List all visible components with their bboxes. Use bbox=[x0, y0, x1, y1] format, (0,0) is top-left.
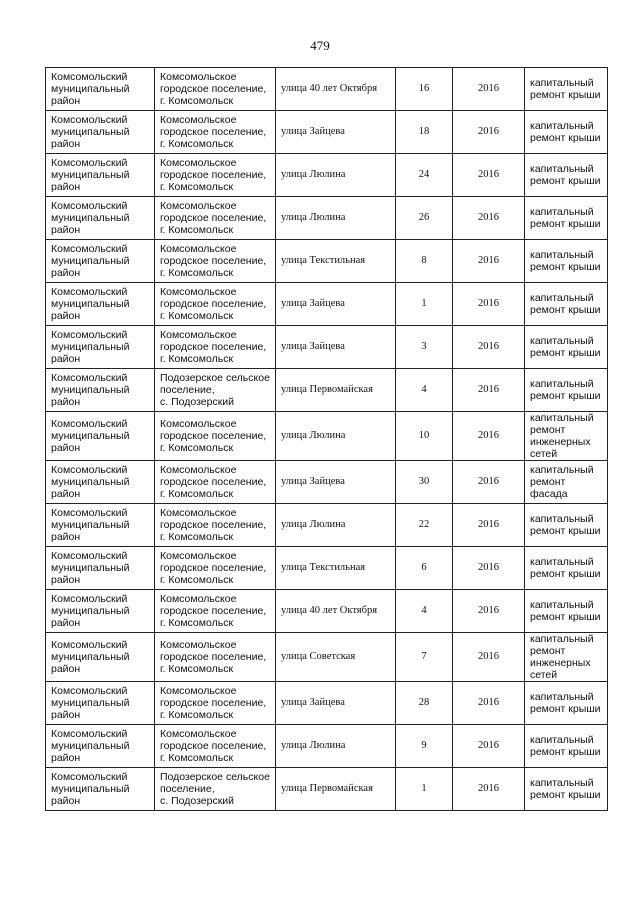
year-cell: 2016 bbox=[453, 326, 525, 369]
district-cell: Комсомольский муниципальный район bbox=[46, 547, 155, 590]
work-type-cell: капитальный ремонт крыши bbox=[525, 590, 608, 633]
house-number-cell: 1 bbox=[396, 768, 453, 811]
district-cell: Комсомольский муниципальный район bbox=[46, 326, 155, 369]
street-cell: улица Текстильная bbox=[276, 547, 396, 590]
house-number-cell: 4 bbox=[396, 369, 453, 412]
table-row bbox=[46, 633, 608, 682]
house-number-cell: 22 bbox=[396, 504, 453, 547]
work-type-cell: капитальный ремонт крыши bbox=[525, 154, 608, 197]
settlement-cell: Комсомольское городское поселение, г. Комсомольск bbox=[155, 111, 276, 154]
table-row bbox=[46, 111, 608, 154]
work-type-cell: капитальный ремонт крыши bbox=[525, 111, 608, 154]
year-cell: 2016 bbox=[453, 504, 525, 547]
year-cell: 2016 bbox=[453, 68, 525, 111]
settlement-cell: Комсомольское городское поселение, г. Комсомольск bbox=[155, 633, 276, 682]
settlement-cell: Комсомольское городское поселение, г. Комсомольск bbox=[155, 68, 276, 111]
year-cell: 2016 bbox=[453, 547, 525, 590]
year-cell: 2016 bbox=[453, 633, 525, 682]
work-type-cell: капитальный ремонт крыши bbox=[525, 197, 608, 240]
year-cell: 2016 bbox=[453, 412, 525, 461]
street-cell: улица Зайцева bbox=[276, 461, 396, 504]
settlement-cell: Подозерское сельское поселение, с. Подозерский bbox=[155, 768, 276, 811]
district-cell: Комсомольский муниципальный район bbox=[46, 111, 155, 154]
street-cell: улица Советская bbox=[276, 633, 396, 682]
street-cell: улица Люлина bbox=[276, 197, 396, 240]
settlement-cell: Комсомольское городское поселение, г. Комсомольск bbox=[155, 283, 276, 326]
street-cell: улица Текстильная bbox=[276, 240, 396, 283]
district-cell: Комсомольский муниципальный район bbox=[46, 682, 155, 725]
house-number-cell: 9 bbox=[396, 725, 453, 768]
district-cell: Комсомольский муниципальный район bbox=[46, 590, 155, 633]
district-cell: Комсомольский муниципальный район bbox=[46, 240, 155, 283]
table-row bbox=[46, 504, 608, 547]
table-row bbox=[46, 725, 608, 768]
house-number-cell: 18 bbox=[396, 111, 453, 154]
table-row bbox=[46, 154, 608, 197]
settlement-cell: Комсомольское городское поселение, г. Комсомольск bbox=[155, 240, 276, 283]
work-type-cell: капитальный ремонт крыши bbox=[525, 504, 608, 547]
table-row bbox=[46, 547, 608, 590]
work-type-cell: капитальный ремонт крыши bbox=[525, 369, 608, 412]
year-cell: 2016 bbox=[453, 111, 525, 154]
year-cell: 2016 bbox=[453, 240, 525, 283]
house-number-cell: 8 bbox=[396, 240, 453, 283]
street-cell: улица Первомайская bbox=[276, 768, 396, 811]
street-cell: улица Люлина bbox=[276, 154, 396, 197]
settlement-cell: Комсомольское городское поселение, г. Комсомольск bbox=[155, 461, 276, 504]
settlement-cell: Комсомольское городское поселение, г. Комсомольск bbox=[155, 682, 276, 725]
work-type-cell: капитальный ремонт крыши bbox=[525, 768, 608, 811]
street-cell: улица 40 лет Октября bbox=[276, 68, 396, 111]
work-type-cell: капитальный ремонт крыши bbox=[525, 547, 608, 590]
street-cell: улица Первомайская bbox=[276, 369, 396, 412]
street-cell: улица Зайцева bbox=[276, 326, 396, 369]
table-row bbox=[46, 590, 608, 633]
page-number: 479 bbox=[310, 38, 330, 53]
table-row bbox=[46, 412, 608, 461]
year-cell: 2016 bbox=[453, 590, 525, 633]
work-type-cell: капитальный ремонт крыши bbox=[525, 326, 608, 369]
table-row bbox=[46, 197, 608, 240]
settlement-cell: Комсомольское городское поселение, г. Комсомольск bbox=[155, 412, 276, 461]
street-cell: улица Зайцева bbox=[276, 682, 396, 725]
settlement-cell: Комсомольское городское поселение, г. Комсомольск bbox=[155, 154, 276, 197]
house-number-cell: 3 bbox=[396, 326, 453, 369]
year-cell: 2016 bbox=[453, 369, 525, 412]
table-row bbox=[46, 461, 608, 504]
house-number-cell: 16 bbox=[396, 68, 453, 111]
district-cell: Комсомольский муниципальный район bbox=[46, 768, 155, 811]
house-number-cell: 10 bbox=[396, 412, 453, 461]
table-row bbox=[46, 283, 608, 326]
district-cell: Комсомольский муниципальный район bbox=[46, 283, 155, 326]
table-row bbox=[46, 682, 608, 725]
table-row bbox=[46, 369, 608, 412]
table-row bbox=[46, 68, 608, 111]
settlement-cell: Комсомольское городское поселение, г. Комсомольск bbox=[155, 504, 276, 547]
settlement-cell: Комсомольское городское поселение, г. Комсомольск bbox=[155, 725, 276, 768]
district-cell: Комсомольский муниципальный район bbox=[46, 504, 155, 547]
district-cell: Комсомольский муниципальный район bbox=[46, 633, 155, 682]
district-cell: Комсомольский муниципальный район bbox=[46, 197, 155, 240]
district-cell: Комсомольский муниципальный район bbox=[46, 412, 155, 461]
year-cell: 2016 bbox=[453, 461, 525, 504]
street-cell: улица Зайцева bbox=[276, 111, 396, 154]
work-type-cell: капитальный ремонт крыши bbox=[525, 725, 608, 768]
street-cell: улица Зайцева bbox=[276, 283, 396, 326]
year-cell: 2016 bbox=[453, 154, 525, 197]
district-cell: Комсомольский муниципальный район bbox=[46, 154, 155, 197]
street-cell: улица Люлина bbox=[276, 504, 396, 547]
work-type-cell: капитальный ремонт инженерных сетей bbox=[525, 412, 608, 461]
house-number-cell: 7 bbox=[396, 633, 453, 682]
year-cell: 2016 bbox=[453, 197, 525, 240]
house-number-cell: 6 bbox=[396, 547, 453, 590]
year-cell: 2016 bbox=[453, 283, 525, 326]
district-cell: Комсомольский муниципальный район bbox=[46, 725, 155, 768]
house-number-cell: 28 bbox=[396, 682, 453, 725]
table-row bbox=[46, 240, 608, 283]
district-cell: Комсомольский муниципальный район bbox=[46, 68, 155, 111]
housing-repair-table bbox=[45, 67, 608, 811]
work-type-cell: капитальный ремонт крыши bbox=[525, 68, 608, 111]
street-cell: улица Люлина bbox=[276, 725, 396, 768]
house-number-cell: 30 bbox=[396, 461, 453, 504]
table-body bbox=[46, 68, 608, 811]
house-number-cell: 26 bbox=[396, 197, 453, 240]
settlement-cell: Комсомольское городское поселение, г. Комсомольск bbox=[155, 197, 276, 240]
street-cell: улица Люлина bbox=[276, 412, 396, 461]
district-cell: Комсомольский муниципальный район bbox=[46, 461, 155, 504]
house-number-cell: 4 bbox=[396, 590, 453, 633]
street-cell: улица 40 лет Октября bbox=[276, 590, 396, 633]
table-row bbox=[46, 326, 608, 369]
settlement-cell: Комсомольское городское поселение, г. Комсомольск bbox=[155, 590, 276, 633]
year-cell: 2016 bbox=[453, 725, 525, 768]
work-type-cell: капитальный ремонт фасада bbox=[525, 461, 608, 504]
work-type-cell: капитальный ремонт крыши bbox=[525, 682, 608, 725]
year-cell: 2016 bbox=[453, 682, 525, 725]
settlement-cell: Комсомольское городское поселение, г. Комсомольск bbox=[155, 547, 276, 590]
house-number-cell: 1 bbox=[396, 283, 453, 326]
house-number-cell: 24 bbox=[396, 154, 453, 197]
work-type-cell: капитальный ремонт инженерных сетей bbox=[525, 633, 608, 682]
work-type-cell: капитальный ремонт крыши bbox=[525, 240, 608, 283]
work-type-cell: капитальный ремонт крыши bbox=[525, 283, 608, 326]
settlement-cell: Подозерское сельское поселение, с. Подозерский bbox=[155, 369, 276, 412]
table-row bbox=[46, 768, 608, 811]
settlement-cell: Комсомольское городское поселение, г. Комсомольск bbox=[155, 326, 276, 369]
district-cell: Комсомольский муниципальный район bbox=[46, 369, 155, 412]
year-cell: 2016 bbox=[453, 768, 525, 811]
